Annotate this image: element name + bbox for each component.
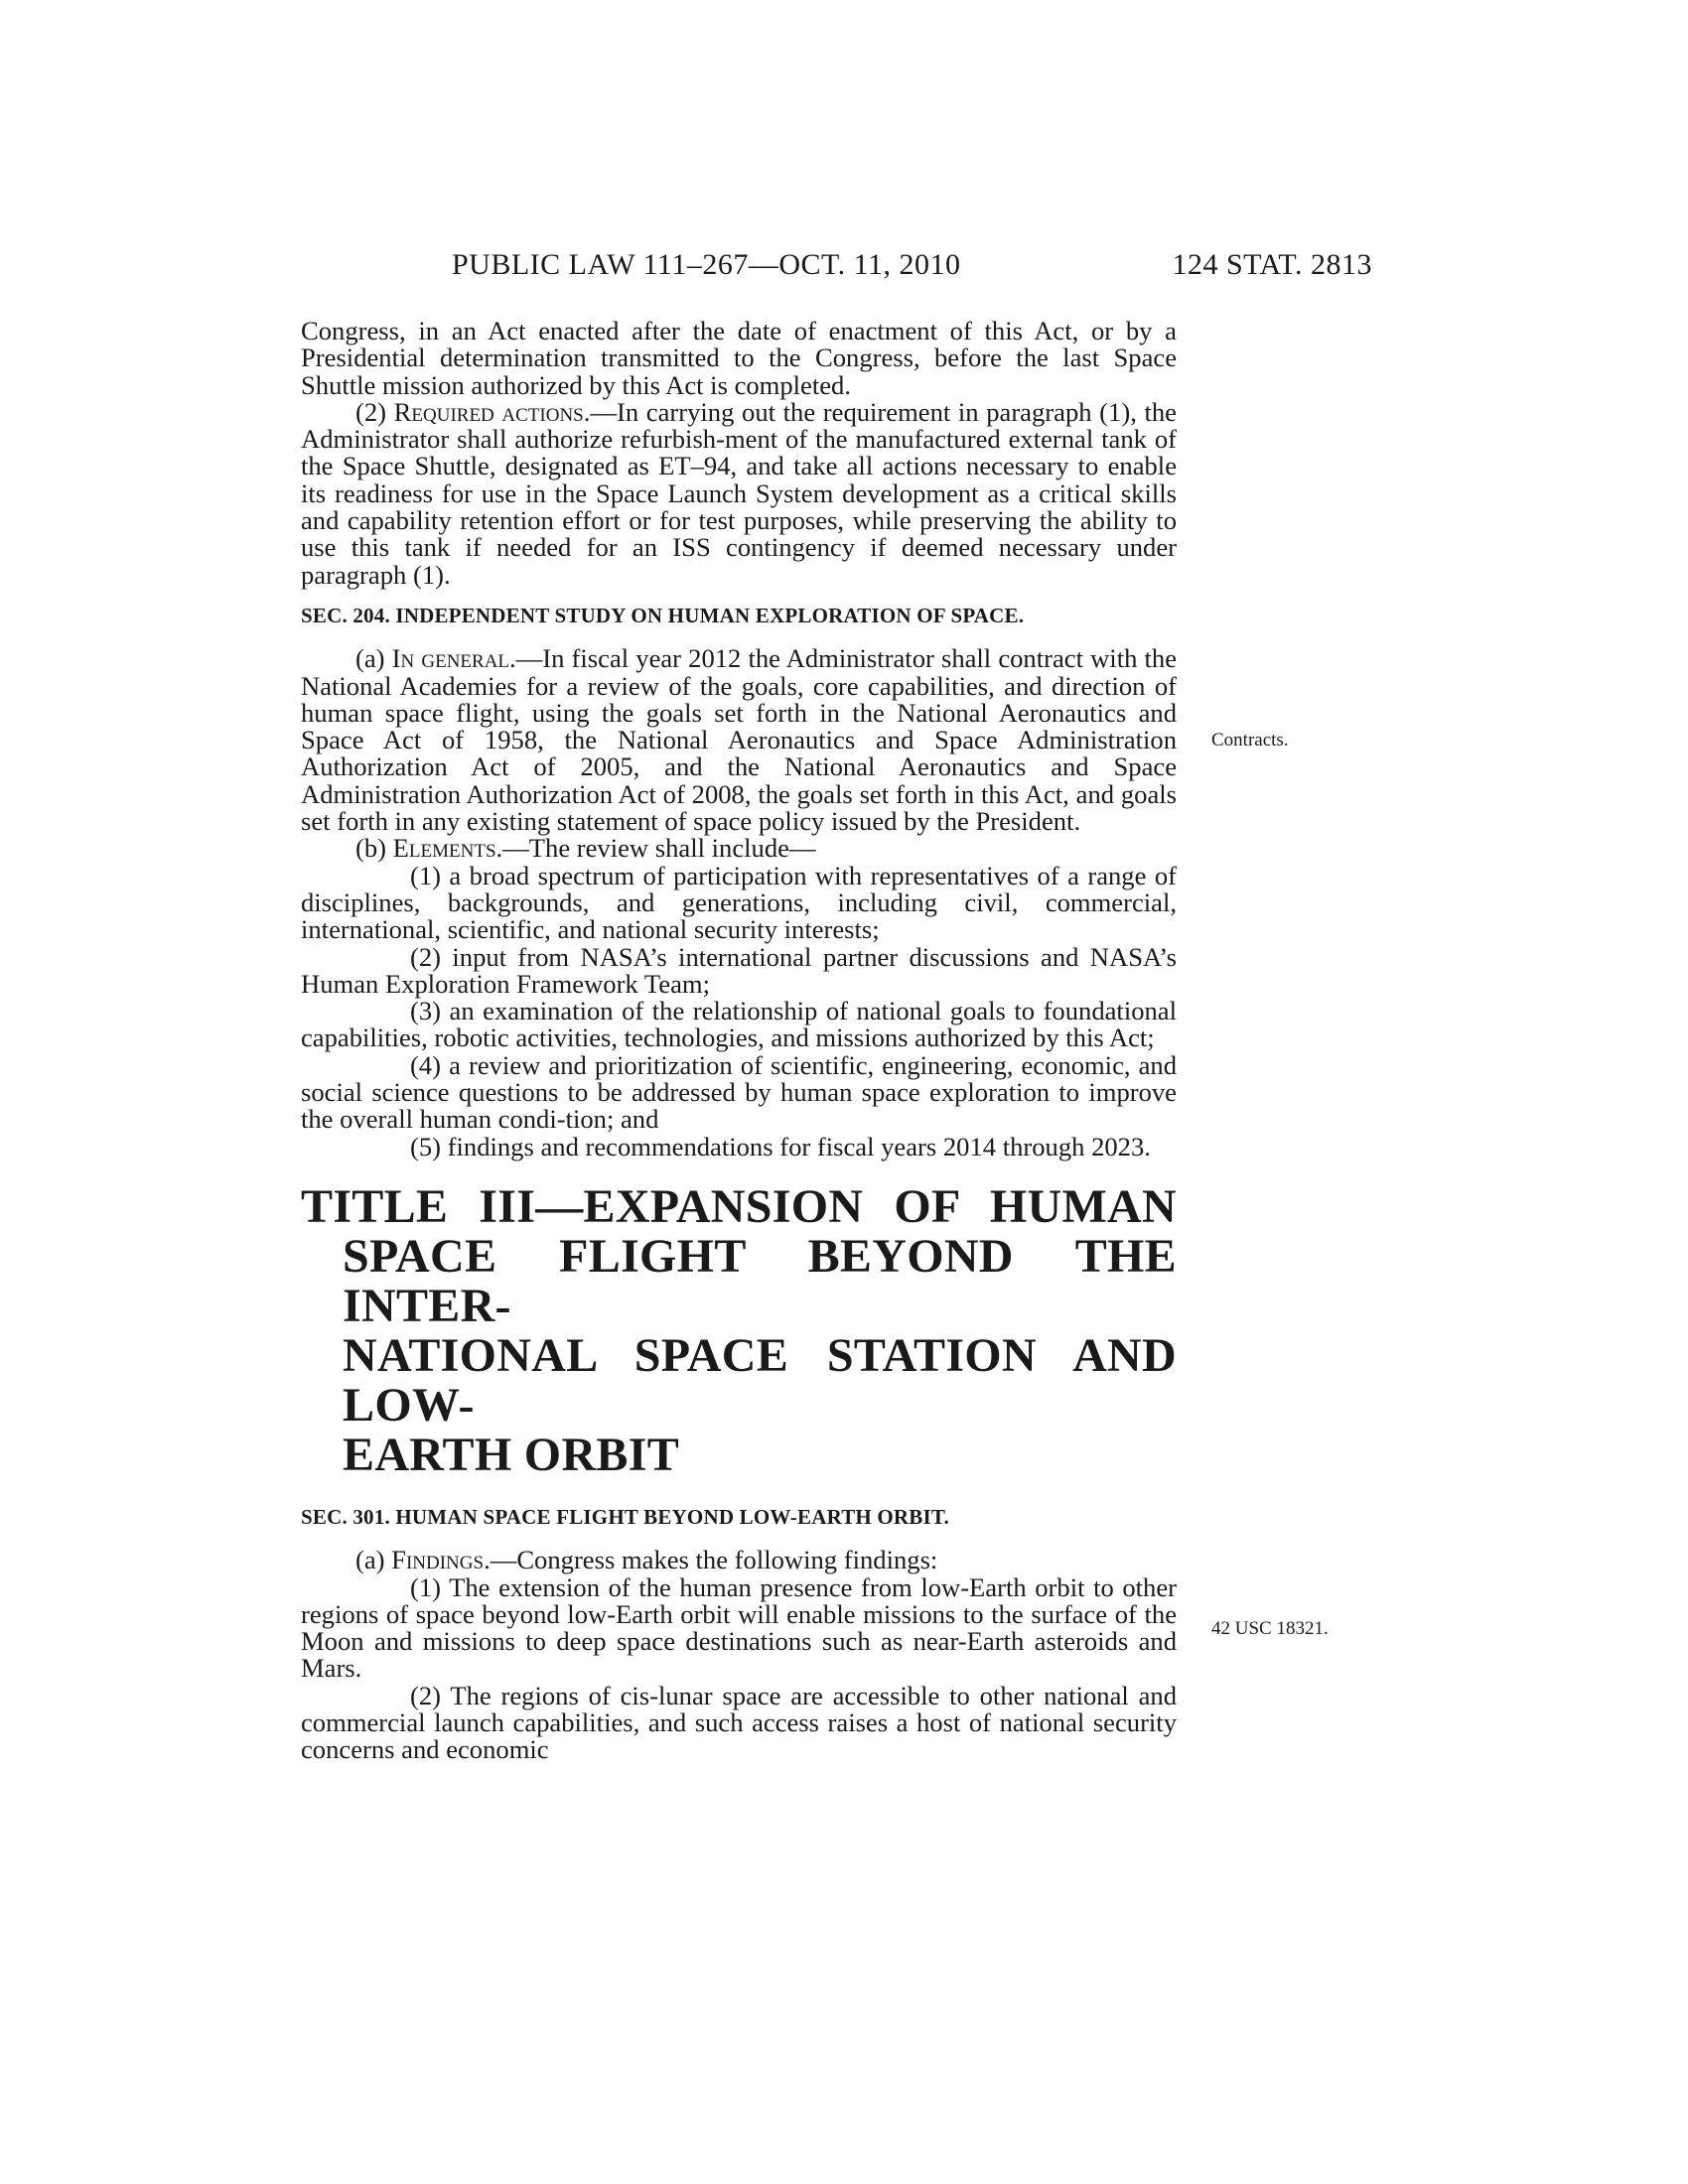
title-line: NATIONAL SPACE STATION AND LOW-: [343, 1328, 1177, 1432]
page-folio: 124 STAT. 2813: [1172, 248, 1372, 281]
para-number: (b): [355, 833, 393, 864]
para-text: .—In fiscal year 2012 the Administrator shall contract with the National Academies for a review of the goals, core capabilities, and direction of human space flight, using the goals set forth in the National Aeronautics and Space Act of 1958, the National Aeronautics and Space Administration Authorization Act of 2005, and the National Aeronautics and Space Administration Authorization Act of 2008, the goals set forth in this Act, and goals set forth in any existing statement of space policy issued by the President.: [301, 643, 1178, 837]
title-heading: [301, 1179, 1177, 1481]
main-column: [301, 318, 1177, 1764]
margin-note-contracts: Contracts.: [1211, 730, 1289, 751]
paragraph-required-actions: [301, 396, 1177, 590]
margin-note-usc: 42 USC 18321.: [1211, 1618, 1329, 1639]
para-number: (2): [355, 396, 394, 427]
list-item: (3) an examination of the relationship of national goals to foundational capabilities, robotic activities, technologies, and missions authorized by this Act;: [301, 996, 1177, 1053]
running-head: [452, 248, 1372, 288]
para-text: .—The review shall include—: [495, 833, 816, 864]
paragraph-findings: [301, 1547, 1177, 1573]
list-item: (1) The extension of the human presence from low-Earth orbit to other regions of space beyond low-Earth orbit will enable missions to the surface of the Moon and missions to deep space destinations such as near-Earth asteroids and Mars.: [301, 1571, 1177, 1684]
title-line: TITLE III—EXPANSION OF HUMAN: [301, 1179, 1177, 1233]
para-heading: Findings: [391, 1545, 485, 1575]
paragraph-in-general: [301, 645, 1177, 835]
para-number: (a): [355, 1545, 392, 1575]
para-number: (a): [355, 643, 392, 674]
list-item: (5) findings and recommendations for fiscal years 2014 through 2023.: [410, 1131, 1151, 1161]
para-heading: Elements: [392, 833, 496, 864]
section-heading-301: SEC. 301. HUMAN SPACE FLIGHT BEYOND LOW-EARTH ORBIT.: [301, 1504, 949, 1529]
paragraph-continuation: Congress, in an Act enacted after the date of enactment of this Act, or by a Presidential determination transmitted to the Congress, before the last Space Shuttle mission authorized by this Act is completed.: [301, 316, 1177, 400]
para-text: .—Congress makes the following findings:: [484, 1545, 938, 1575]
list-item: (4) a review and prioritization of scientific, engineering, economic, and social science questions to be addressed by human space exploration to improve the overall human condi-tion; and: [301, 1049, 1177, 1135]
para-text: .—In carrying out the requirement in paragraph (1), the Administrator shall authorize refurbish-ment of the manufactured external tank of the Space Shuttle, designated as ET–94, and take all actions necessary to enable its readiness for use in the Space Launch System development as a critical skills and capability retention effort or for test purposes, while preserving the ability to use this tank if needed for an ISS contingency if deemed necessary under paragraph (1).: [301, 396, 1177, 590]
title-line: SPACE FLIGHT BEYOND THE INTER-: [343, 1229, 1177, 1332]
list-item: (2) input from NASA’s international partner discussions and NASA’s Human Exploration Framework Team;: [301, 941, 1177, 999]
paragraph-elements: [301, 835, 1177, 862]
para-heading: Required actions: [393, 396, 584, 427]
running-head-title: PUBLIC LAW 111–267—OCT. 11, 2010: [452, 248, 961, 281]
section-heading-204: SEC. 204. INDEPENDENT STUDY ON HUMAN EXPLORATION OF SPACE.: [301, 603, 1025, 627]
list-item: (1) a broad spectrum of participation with representatives of a range of disciplines, backgrounds, and generations, including civil, commercial, international, scientific, and national security interests;: [301, 860, 1177, 945]
para-heading: In general: [391, 643, 510, 674]
title-line: EARTH ORBIT: [343, 1428, 680, 1481]
list-item: (2) The regions of cis-lunar space are accessible to other national and commercial launch capabilities, and such access raises a host of national security concerns and economic: [301, 1680, 1177, 1765]
